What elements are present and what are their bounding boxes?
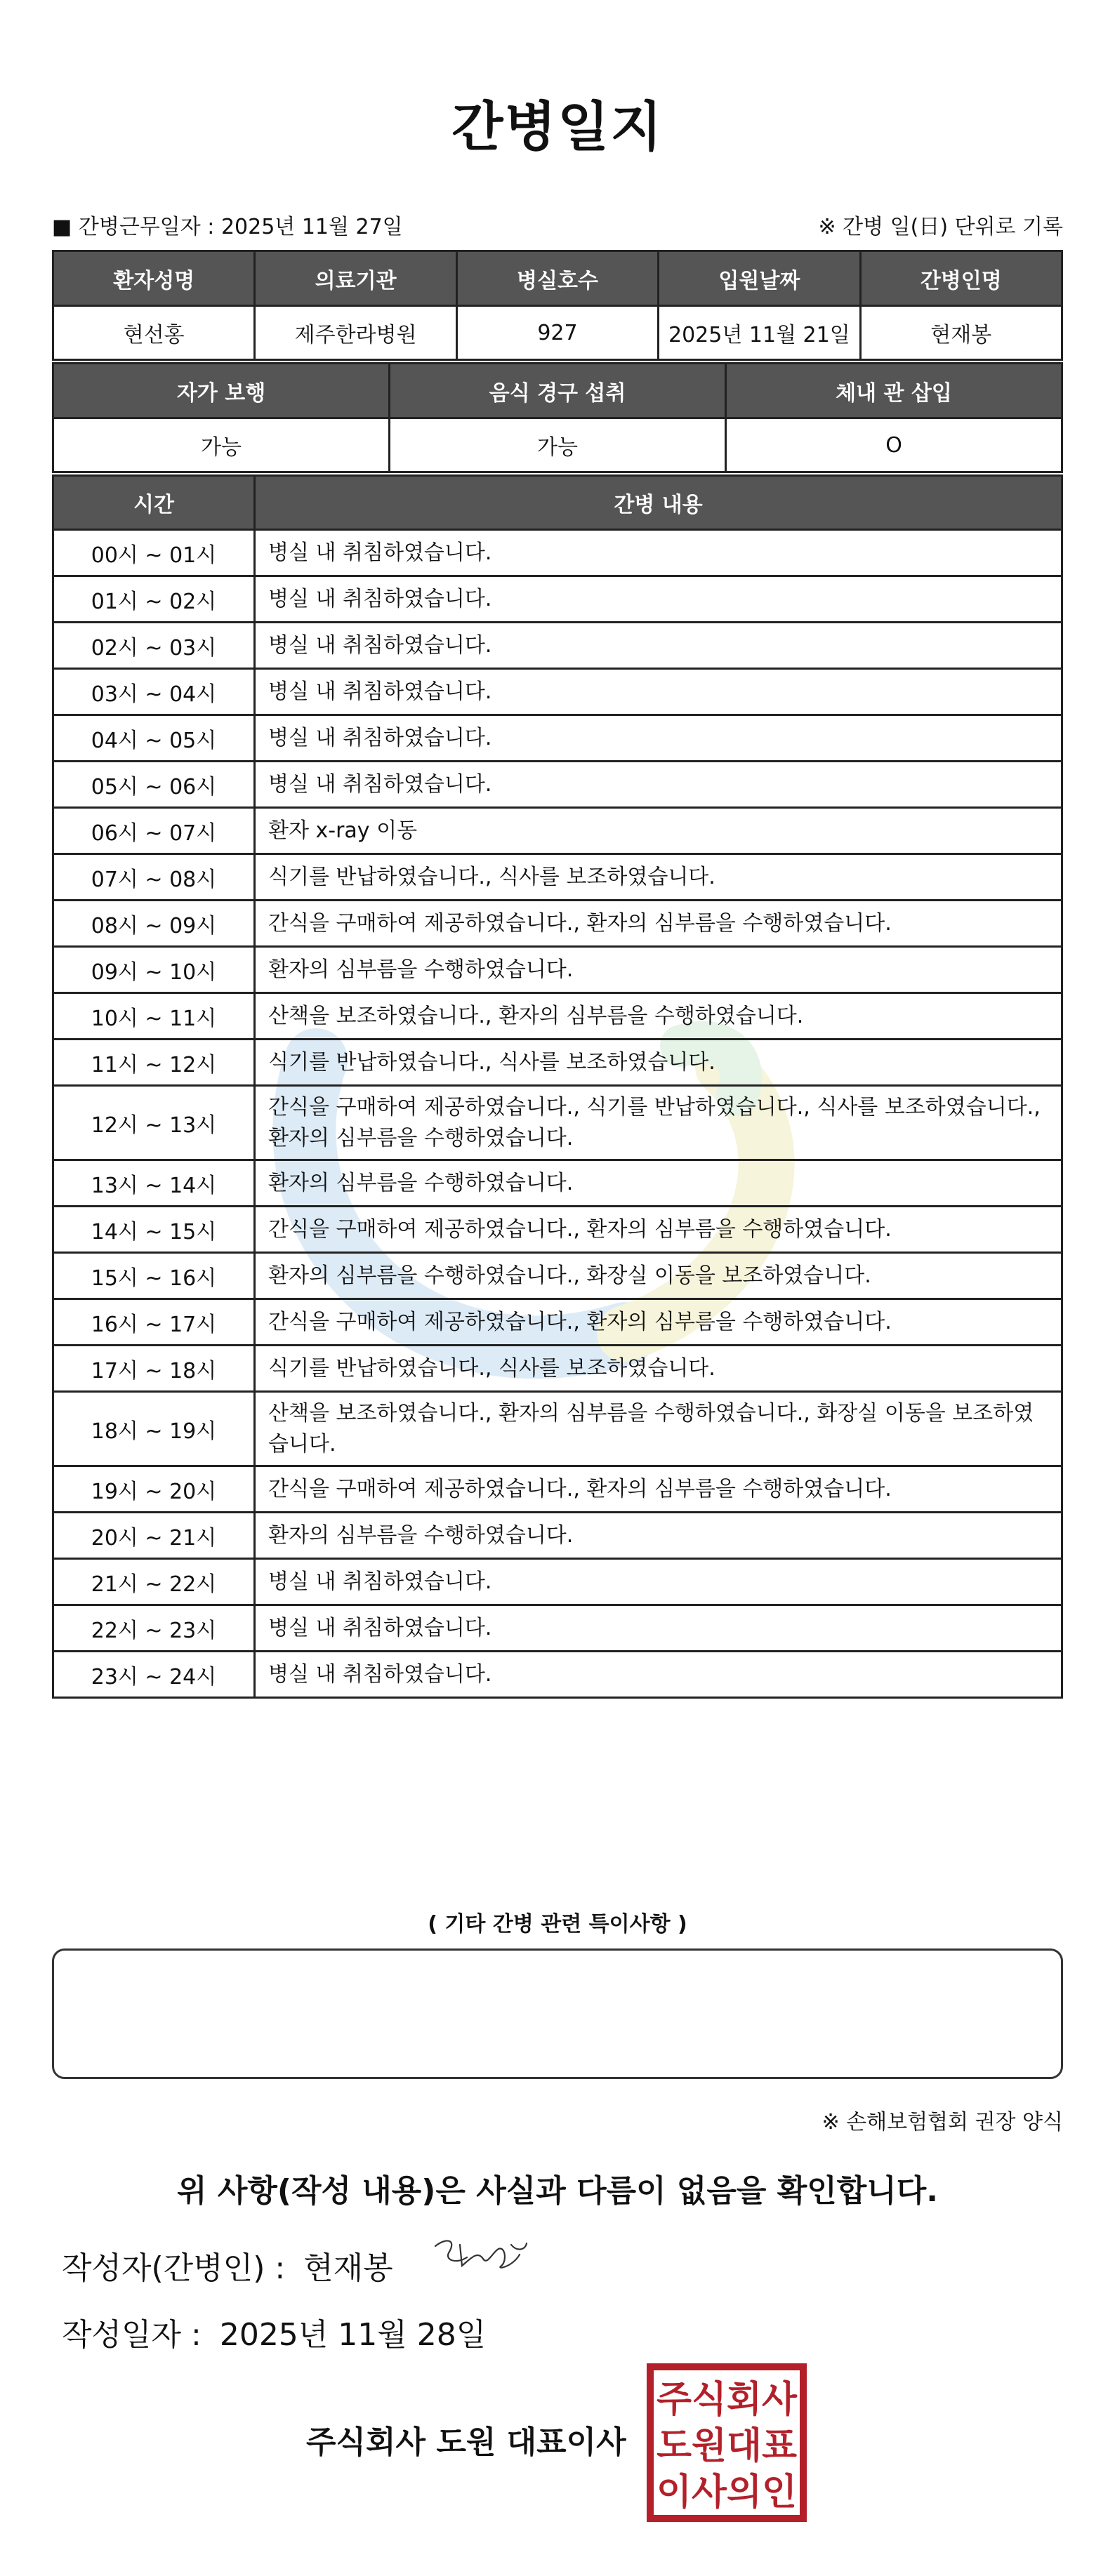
work-date-value: 2025년 11월 27일 [220, 215, 403, 239]
table-row [53, 576, 1062, 623]
signature-image [428, 2231, 534, 2280]
written-date-line [62, 2309, 486, 2354]
log-content: 병실 내 취침하였습니다. [255, 576, 1062, 623]
table-row [53, 715, 1062, 762]
log-content: 병실 내 취침하였습니다. [255, 1652, 1062, 1698]
log-content: 산책을 보조하였습니다., 환자의 심부름을 수행하였습니다., 화장실 이동을 보조하였습니다. [255, 1392, 1062, 1466]
table-row [53, 854, 1062, 901]
log-time: 03시 ~ 04시 [53, 669, 255, 715]
log-content: 식기를 반납하였습니다., 식사를 보조하였습니다. [255, 854, 1062, 901]
header-hospital: 의료기관 [255, 251, 456, 306]
header-care-content: 간병 내용 [255, 476, 1062, 530]
written-date-label: 작성일자 : [62, 2317, 202, 2353]
confirmation-statement: 위 사항(작성 내용)은 사실과 다름이 없음을 확인합니다. [177, 2173, 938, 2209]
log-time: 11시 ~ 12시 [53, 1040, 255, 1086]
log-time: 20시 ~ 21시 [53, 1513, 255, 1559]
unit-note: ※ 간병 일(日) 단위로 기록 [818, 215, 1063, 239]
tube-insertion-value: O [726, 418, 1062, 472]
header-room: 병실호수 [456, 251, 658, 306]
table-row [53, 1207, 1062, 1253]
table-row [53, 993, 1062, 1040]
log-time: 17시 ~ 18시 [53, 1346, 255, 1392]
table-row [53, 669, 1062, 715]
log-time: 06시 ~ 07시 [53, 808, 255, 854]
header-caregiver: 간병인명 [860, 251, 1062, 306]
header-tube-insertion: 체내 관 삽입 [726, 364, 1062, 418]
log-content: 식기를 반납하였습니다., 식사를 보조하였습니다. [255, 1040, 1062, 1086]
writer-line [62, 2243, 393, 2288]
table-row [53, 1160, 1062, 1207]
log-content: 병실 내 취침하였습니다. [255, 623, 1062, 669]
care-log-body [53, 530, 1062, 1698]
log-content: 환자 x-ray 이동 [255, 808, 1062, 854]
log-content: 병실 내 취침하였습니다. [255, 669, 1062, 715]
table-row [53, 623, 1062, 669]
care-log-table [52, 474, 1063, 1699]
log-content: 간식을 구매하여 제공하였습니다., 환자의 심부름을 수행하였습니다. [255, 1466, 1062, 1513]
company-name: 주식회사 도원 대표이사 [306, 2424, 626, 2460]
log-time: 01시 ~ 02시 [53, 576, 255, 623]
log-content: 환자의 심부름을 수행하였습니다., 화장실 이동을 보조하였습니다. [255, 1253, 1062, 1299]
log-time: 12시 ~ 13시 [53, 1086, 255, 1160]
log-time: 23시 ~ 24시 [53, 1652, 255, 1698]
table-row [53, 947, 1062, 993]
log-time: 00시 ~ 01시 [53, 530, 255, 576]
table-row [53, 1559, 1062, 1605]
log-time: 09시 ~ 10시 [53, 947, 255, 993]
header-time: 시간 [53, 476, 255, 530]
header-admission-date: 입원날짜 [659, 251, 860, 306]
header-patient-name: 환자성명 [53, 251, 255, 306]
work-date-label: ■ 간병근무일자 : [52, 215, 215, 239]
log-content: 환자의 심부름을 수행하였습니다. [255, 1160, 1062, 1207]
oral-intake-value: 가능 [390, 418, 726, 472]
memo-label: ( 기타 간병 관련 특이사항 ) [428, 1912, 687, 1937]
seal-text-line: 도원대표 [657, 2425, 797, 2467]
log-time: 02시 ~ 03시 [53, 623, 255, 669]
log-time: 19시 ~ 20시 [53, 1466, 255, 1513]
page-title: 간병일지 [451, 95, 664, 158]
log-time: 10시 ~ 11시 [53, 993, 255, 1040]
log-time: 14시 ~ 15시 [53, 1207, 255, 1253]
admission-date: 2025년 11월 21일 [659, 306, 860, 360]
table-row [53, 1652, 1062, 1698]
patient-info-table [52, 250, 1063, 361]
log-content: 병실 내 취침하였습니다. [255, 715, 1062, 762]
table-row [53, 1299, 1062, 1346]
writer-label: 작성자(간병인) : [62, 2250, 286, 2286]
log-time: 07시 ~ 08시 [53, 854, 255, 901]
table-row [53, 530, 1062, 576]
seal-text-line: 주식회사 [657, 2379, 798, 2421]
log-content: 병실 내 취침하였습니다. [255, 1559, 1062, 1605]
table-row [53, 1392, 1062, 1466]
room-number: 927 [456, 306, 658, 360]
log-time: 15시 ~ 16시 [53, 1253, 255, 1299]
header-self-walking: 자가 보행 [53, 364, 390, 418]
log-content: 간식을 구매하여 제공하였습니다., 환자의 심부름을 수행하였습니다. [255, 901, 1062, 947]
log-time: 16시 ~ 17시 [53, 1299, 255, 1346]
written-date-value: 2025년 11월 28일 [219, 2317, 487, 2353]
table-row [53, 1253, 1062, 1299]
table-row [53, 1605, 1062, 1652]
log-content: 병실 내 취침하였습니다. [255, 762, 1062, 808]
hospital-name: 제주한라병원 [255, 306, 456, 360]
table-row [53, 1466, 1062, 1513]
log-content: 간식을 구매하여 제공하였습니다., 환자의 심부름을 수행하였습니다. [255, 1299, 1062, 1346]
log-content: 식기를 반납하였습니다., 식사를 보조하였습니다. [255, 1346, 1062, 1392]
log-content: 병실 내 취침하였습니다. [255, 1605, 1062, 1652]
table-row [53, 1513, 1062, 1559]
table-row [53, 1086, 1062, 1160]
seal-text-line: 이사의인 [657, 2471, 797, 2514]
patient-status-table [52, 362, 1063, 473]
log-content: 간식을 구매하여 제공하였습니다., 환자의 심부름을 수행하였습니다. [255, 1207, 1062, 1253]
log-content: 환자의 심부름을 수행하였습니다. [255, 1513, 1062, 1559]
log-content: 산책을 보조하였습니다., 환자의 심부름을 수행하였습니다. [255, 993, 1062, 1040]
self-walking-value: 가능 [53, 418, 390, 472]
log-time: 05시 ~ 06시 [53, 762, 255, 808]
patient-name: 현선홍 [53, 306, 255, 360]
log-time: 22시 ~ 23시 [53, 1605, 255, 1652]
log-content: 환자의 심부름을 수행하였습니다. [255, 947, 1062, 993]
table-row [53, 901, 1062, 947]
caregiver-name: 현재봉 [860, 306, 1062, 360]
log-content: 병실 내 취침하였습니다. [255, 530, 1062, 576]
memo-box [52, 1948, 1063, 2079]
table-row [53, 1346, 1062, 1392]
writer-name: 현재봉 [303, 2250, 393, 2286]
work-date-line [52, 209, 403, 240]
table-row [53, 1040, 1062, 1086]
form-footnote: ※ 손해보험협회 권장 양식 [822, 2110, 1063, 2135]
table-row [53, 808, 1062, 854]
log-time: 13시 ~ 14시 [53, 1160, 255, 1207]
log-time: 18시 ~ 19시 [53, 1392, 255, 1466]
company-seal [646, 2363, 807, 2523]
log-content: 간식을 구매하여 제공하였습니다., 식기를 반납하였습니다., 식사를 보조하였습니다., 환자의 심부름을 수행하였습니다. [255, 1086, 1062, 1160]
log-time: 21시 ~ 22시 [53, 1559, 255, 1605]
table-row [53, 762, 1062, 808]
header-oral-intake: 음식 경구 섭취 [390, 364, 726, 418]
log-time: 08시 ~ 09시 [53, 901, 255, 947]
log-time: 04시 ~ 05시 [53, 715, 255, 762]
